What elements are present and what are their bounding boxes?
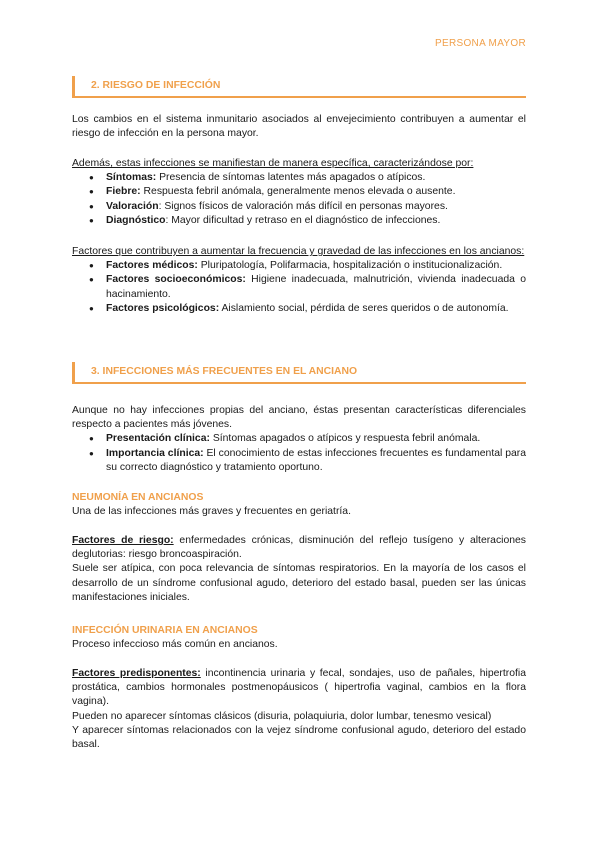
section-3-body — [72, 404, 526, 475]
manifestations-lead: Además, estas infecciones se manifiestan de manera específica, caracterizándose por: — [72, 158, 474, 169]
section-2-heading: 2. RIESGO DE INFECCIÓN — [72, 76, 526, 98]
section-2-intro — [72, 113, 526, 141]
section-3-intro: Aunque no hay infecciones propias del anciano, éstas presentan características diferenciales respecto a pacientes más jóvenes. — [72, 405, 526, 431]
neumonia-intro: Una de las infecciones más graves y frecuentes en geriatría. — [72, 506, 351, 518]
list-item: ● Factores médicos: Pluripatología, Polifarmacia, hospitalización o institucionalización. — [72, 259, 526, 273]
list-item: ● Presentación clínica: Síntomas apagados o atípicos y respuesta febril anómala. — [72, 432, 526, 446]
urinaria-note-2: Y aparecer síntomas relacionados con la vejez síndrome confusional agudo, deterioro del estado basal. — [72, 724, 526, 751]
list-item: ● Factores socioeconómicos: Higiene inadecuada, malnutrición, vivienda inadecuada o hacinamiento. — [72, 273, 526, 301]
neumonia-risk: Factores de riesgo: enfermedades crónicas, disminución del reflejo tusígeno y alteraciones deglutorias: riesgo broncoaspiración. — [72, 535, 526, 561]
urinaria-predisposing: Factores predisponentes: incontinencia urinaria y fecal, sondajes, uso de pañales, hipertrofia prostática, cambios hormonales postmenopáusicos ( hipertrofia vaginal, cambios en la flora vagina). — [72, 668, 526, 708]
list-item: ● Factores psicológicos: Aislamiento social, pérdida de seres queridos o de autonomía. — [72, 302, 526, 316]
urinaria-heading: INFECCIÓN URINARIA EN ANCIANOS — [72, 625, 258, 636]
urinaria-details — [72, 667, 526, 752]
manifestations-block — [72, 157, 526, 228]
neumonia-heading: NEUMONÍA EN ANCIANOS — [72, 492, 204, 503]
factors-list — [72, 259, 526, 316]
intro-paragraph: Los cambios en el sistema inmunitario asociados al envejecimiento contribuyen a aumentar el riesgo de infección en la persona mayor. — [72, 114, 526, 140]
list-item: ● Síntomas: Presencia de síntomas latentes más apagados o atípicos. — [72, 171, 526, 185]
urinaria-note-1: Pueden no aparecer síntomas clásicos (disuria, polaquiuria, dolor lumbar, tenesmo vesical) — [72, 710, 492, 722]
section-3-heading: 3. INFECCIONES MÁS FRECUENTES EN EL ANCIANO — [72, 362, 526, 384]
list-item: ● Diagnóstico: Mayor dificultad y retraso en el diagnóstico de infecciones. — [72, 214, 526, 228]
neumonia-note: Suele ser atípica, con poca relevancia de síntomas respiratorios. En la mayoría de los casos el desarrollo de un síndrome confusional agudo, deterioro del estado basal, pueden ser las únicas manifestaciones iniciales. — [72, 563, 526, 603]
running-header: PERSONA MAYOR — [435, 38, 526, 49]
urinaria-intro: Proceso infeccioso más común en ancianos. — [72, 639, 278, 651]
urinaria-block — [72, 624, 526, 652]
factors-lead: Factores que contribuyen a aumentar la frecuencia y gravedad de las infecciones en los ancianos: — [72, 246, 525, 257]
manifestations-list — [72, 171, 526, 228]
neumonia-block — [72, 491, 526, 519]
section-3-list — [72, 432, 526, 475]
list-item: ● Valoración: Signos físicos de valoración más difícil en personas mayores. — [72, 200, 526, 214]
list-item: ● Importancia clínica: El conocimiento de estas infecciones frecuentes es fundamental para su correcto diagnóstico y tratamiento oportuno. — [72, 447, 526, 475]
neumonia-details — [72, 534, 526, 605]
list-item: ● Fiebre: Respuesta febril anómala, generalmente menos elevada o ausente. — [72, 185, 526, 199]
factors-block — [72, 245, 526, 316]
